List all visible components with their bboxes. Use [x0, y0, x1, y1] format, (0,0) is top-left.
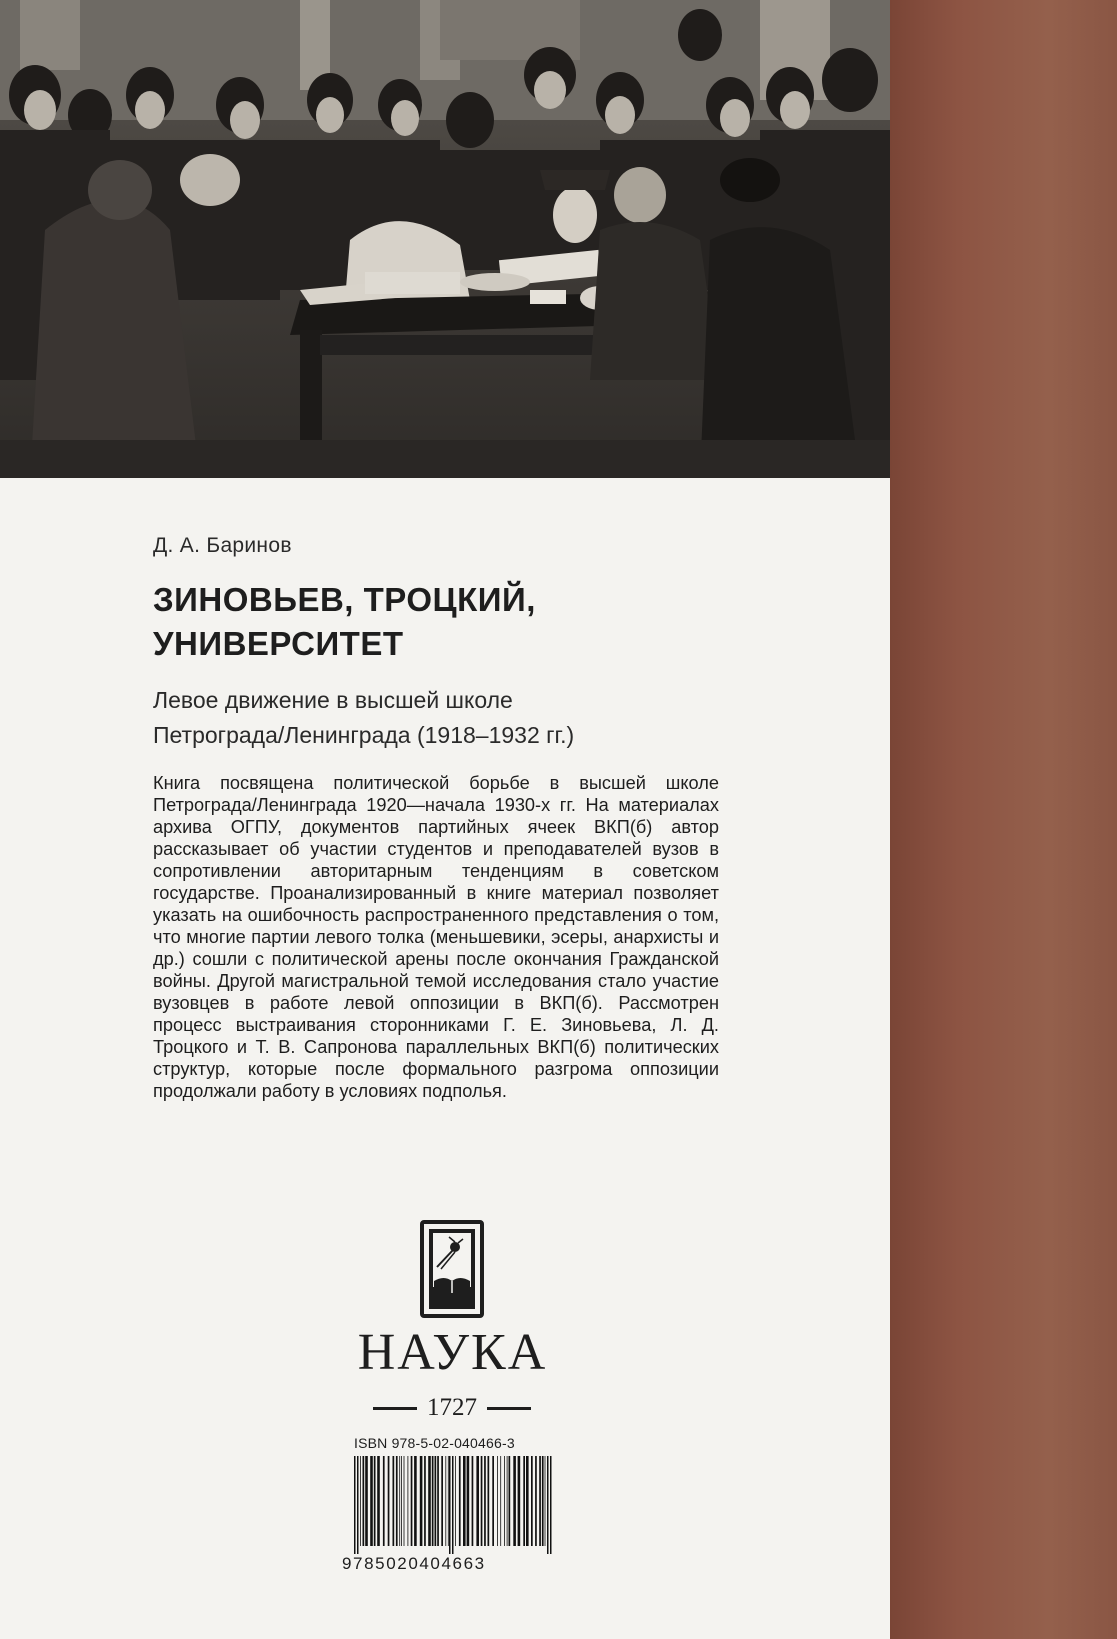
book-spine — [890, 0, 1117, 1639]
book-title — [153, 578, 773, 666]
year-rule-right — [487, 1407, 531, 1410]
title-line-1: ЗИНОВЬЕВ, ТРОЦКИЙ, — [153, 581, 536, 618]
book-subtitle — [153, 683, 773, 753]
publisher-year: 1727 — [427, 1394, 477, 1421]
author-name: Д. А. Баринов — [153, 534, 292, 557]
publisher-name: НАУКА — [357, 1324, 548, 1381]
year-rule-left — [373, 1407, 417, 1410]
barcode-digits: 9785020404663 — [342, 1554, 486, 1573]
barcode — [354, 1456, 552, 1554]
nauka-logo-icon — [419, 1219, 485, 1319]
subtitle-line-2: Петрограда/Ленинграда (1918–1932 гг.) — [153, 722, 575, 748]
book-annotation: Книга посвящена политической борьбе в высшей школе Петрограда/Ленинграда 1920—начала 1930-х гг. На материалах архива ОГПУ, документов партийных ячеек ВКП(б) автор рассказывает об участии студентов и преподавателей вузов в сопротивлении авторитарным тенденциям в советском государстве. Проанализированный в книге материал позволяет указать на ошибочность распространенного представления о том, что многие партии левого толка (меньшевики, эсеры, анархисты и др.) сошли с политической арены после окончания Гражданской войны. Другой магистральной темой исследования стало участие вузовцев в работе левой оппозиции в ВКП(б). Рассмотрен процесс выстраивания сторонниками Г. Е. Зиновьева, Л. Д. Троцкого и Т. В. Сапронова параллельных ВКП(б) политических структур, которые после формального разгрома оппозиции продолжали работу в условиях подполья. — [153, 773, 719, 1101]
isbn-text: ISBN 978-5-02-040466-3 — [354, 1435, 515, 1451]
title-line-2: УНИВЕРСИТЕТ — [153, 625, 404, 662]
subtitle-line-1: Левое движение в высшей школе — [153, 687, 513, 713]
publisher-year-row — [358, 1393, 546, 1423]
archival-photo — [0, 0, 890, 478]
photo-illustration — [0, 0, 890, 478]
